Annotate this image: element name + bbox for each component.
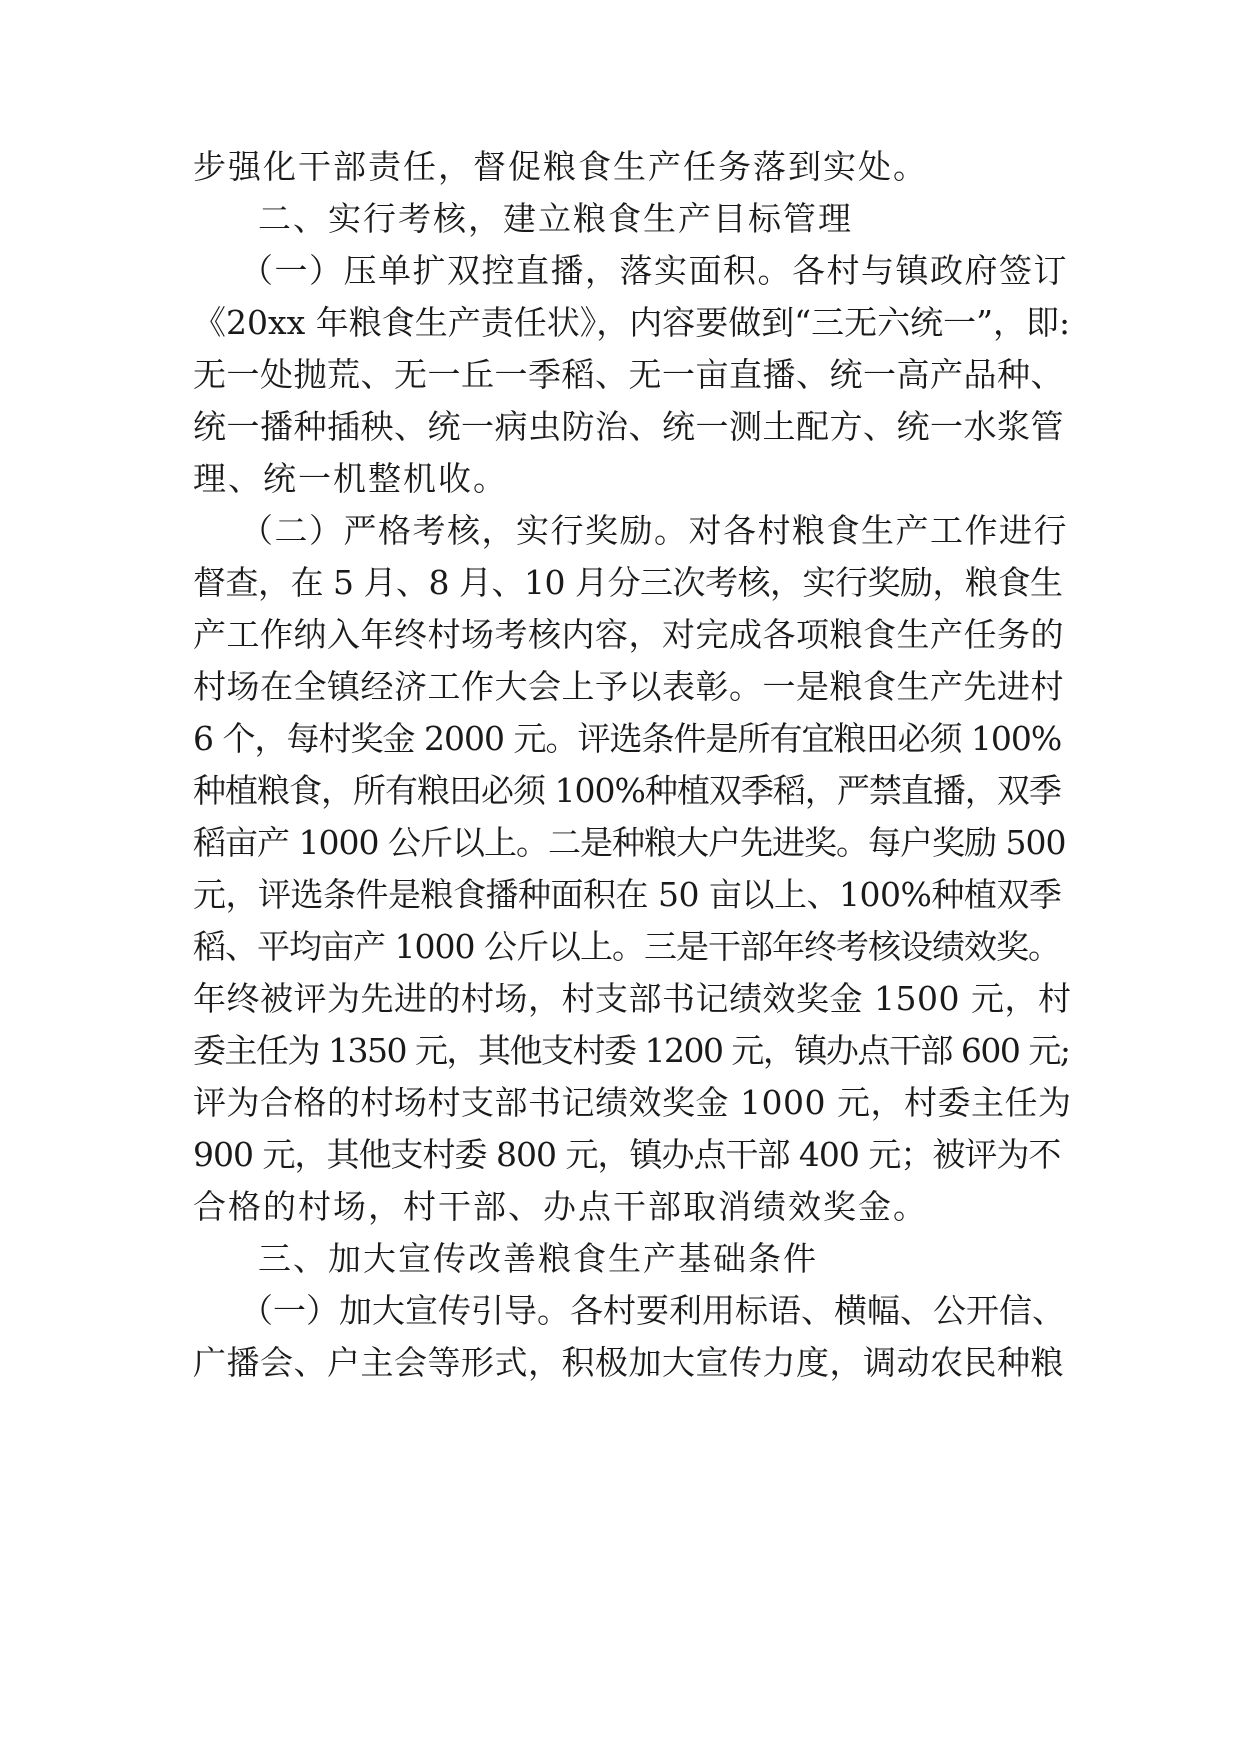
text-line: 年终被评为先进的村场，村支部书记绩效奖金 1500 元，村 xyxy=(193,979,1072,1018)
text-line: （一）压单扩双控直播，落实面积。各村与镇政府签订 xyxy=(240,251,1068,290)
text-line: 委主任为 1350 元，其他支村委 1200 元，镇办点干部 600 元; xyxy=(193,1031,1070,1070)
text-line: 无一处抛荒、无一丘一季稻、无一亩直播、统一高产品种、 xyxy=(193,355,1064,394)
text-line: 村场在全镇经济工作大会上予以表彰。一是粮食生产先进村 xyxy=(193,667,1064,706)
text-line: 稻亩产 1000 公斤以上。二是种粮大户先进奖。每户奖励 500 xyxy=(193,823,1066,862)
section-heading: 三、加大宣传改善粮食生产基础条件 xyxy=(258,1239,818,1278)
text-line: （一）加大宣传引导。各村要利用标语、横幅、公开信、 xyxy=(240,1291,1065,1330)
text-line: 统一播种插秧、统一病虫防治、统一测土配方、统一水浆管 xyxy=(193,407,1064,446)
text-line: 督查，在 5 月、8 月、10 月分三次考核，实行奖励，粮食生 xyxy=(193,563,1063,602)
text-line: 900 元，其他支村委 800 元，镇办点干部 400 元；被评为不 xyxy=(193,1135,1061,1174)
text-line: 评为合格的村场村支部书记绩效奖金 1000 元，村委主任为 xyxy=(193,1083,1072,1122)
text-line: 步强化干部责任，督促粮食生产任务落到实处。 xyxy=(193,147,928,186)
text-line: 稻、平均亩产 1000 公斤以上。三是干部年终考核设绩效奖。 xyxy=(193,927,1060,966)
text-line: 合格的村场，村干部、办点干部取消绩效奖金。 xyxy=(193,1187,928,1226)
text-line: 产工作纳入年终村场考核内容，对完成各项粮食生产任务的 xyxy=(193,615,1064,654)
text-line: （二）严格考核，实行奖励。对各村粮食生产工作进行 xyxy=(240,511,1068,550)
text-line: 6 个，每村奖金 2000 元。评选条件是所有宜粮田必须 100% xyxy=(193,719,1062,758)
text-line: 理、统一机整机收。 xyxy=(193,459,508,498)
section-heading: 二、实行考核，建立粮食生产目标管理 xyxy=(258,199,853,238)
text-line: 种植粮食，所有粮田必须 100%种植双季稻，严禁直播，双季 xyxy=(193,771,1061,810)
text-line: 广播会、户主会等形式，积极加大宣传力度，调动农民种粮 xyxy=(193,1343,1064,1382)
text-line: 元，评选条件是粮食播种面积在 50 亩以上、100%种植双季 xyxy=(193,875,1062,914)
text-line: 《20xx 年粮食生产责任状》，内容要做到“三无六统一”，即: xyxy=(193,303,1071,342)
